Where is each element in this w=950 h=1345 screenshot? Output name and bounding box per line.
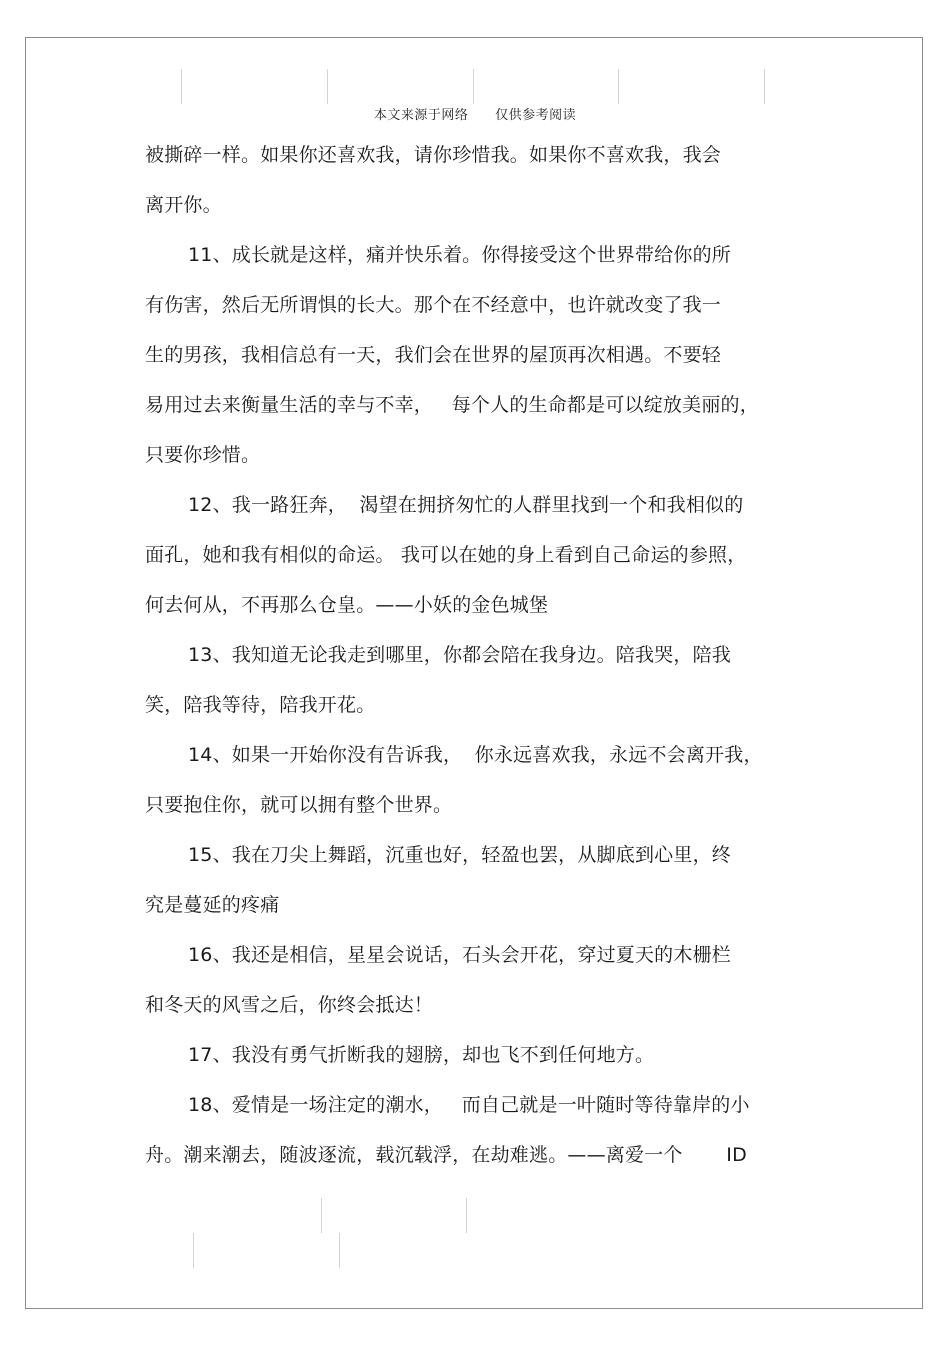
text-line: 12、我一路狂奔， 渴望在拥挤匆忙的人群里找到一个和我相似的 [188, 494, 744, 516]
text-line: 只要抱住你，就可以拥有整个世界。 [145, 794, 453, 816]
text-line: 17、我没有勇气折断我的翅膀，却也飞不到任何地方。 [188, 1044, 655, 1066]
header-divider [181, 69, 182, 104]
header-divider [764, 69, 765, 104]
text-line: 面孔，她和我有相似的命运。 我可以在她的身上看到自己命运的参照， [145, 544, 747, 566]
text-line: 何去何从，不再那么仓皇。——小妖的金色城堡 [145, 594, 549, 616]
footer-divider [321, 1198, 322, 1233]
footer-divider [466, 1198, 467, 1233]
text-line: 14、如果一开始你没有告诉我， 你永远喜欢我，永远不会离开我， [188, 744, 763, 766]
text-line: 18、爱情是一场注定的潮水， 而自己就是一叶随时等待靠岸的小 [188, 1094, 750, 1116]
reference-label: 仅供参考阅读 [495, 108, 577, 123]
text-line: 和冬天的风雪之后，你终会抵达！ [145, 994, 434, 1016]
header-divider [327, 69, 328, 104]
text-line: 究是蔓延的疼痛 [145, 894, 280, 916]
text-line: 16、我还是相信，星星会说话，石头会开花，穿过夏天的木栅栏 [188, 944, 731, 966]
text-line: 13、我知道无论我走到哪里，你都会陪在我身边。陪我哭，陪我 [188, 644, 731, 666]
footer-divider [193, 1233, 194, 1268]
header-divider [618, 69, 619, 104]
source-label: 本文来源于网络 [373, 108, 469, 123]
text-line: 易用过去来衡量生活的幸与不幸， 每个人的生命都是可以绽放美丽的， [145, 394, 759, 416]
header-divider [473, 69, 474, 104]
text-line: 15、我在刀尖上舞蹈，沉重也好，轻盈也罢，从脚底到心里，终 [188, 844, 731, 866]
text-line: 只要你珍惜。 [145, 444, 261, 466]
text-line: 离开你。 [145, 194, 222, 216]
text-line: 有伤害，然后无所谓惧的长大。那个在不经意中，也许就改变了我一 [145, 294, 722, 316]
text-line: 生的男孩，我相信总有一天，我们会在世界的屋顶再次相遇。不要轻 [145, 344, 722, 366]
text-line: 舟。潮来潮去，随波逐流，载沉载浮，在劫难逃。——离爱一个 ID [145, 1144, 747, 1166]
header-note [0, 104, 950, 123]
document-body [145, 130, 795, 1180]
footer-divider [339, 1233, 340, 1268]
text-line: 被撕碎一样。如果你还喜欢我，请你珍惜我。如果你不喜欢我，我会 [145, 144, 722, 166]
text-line: 11、成长就是这样，痛并快乐着。你得接受这个世界带给你的所 [188, 244, 731, 266]
text-line: 笑，陪我等待，陪我开花。 [145, 694, 376, 716]
